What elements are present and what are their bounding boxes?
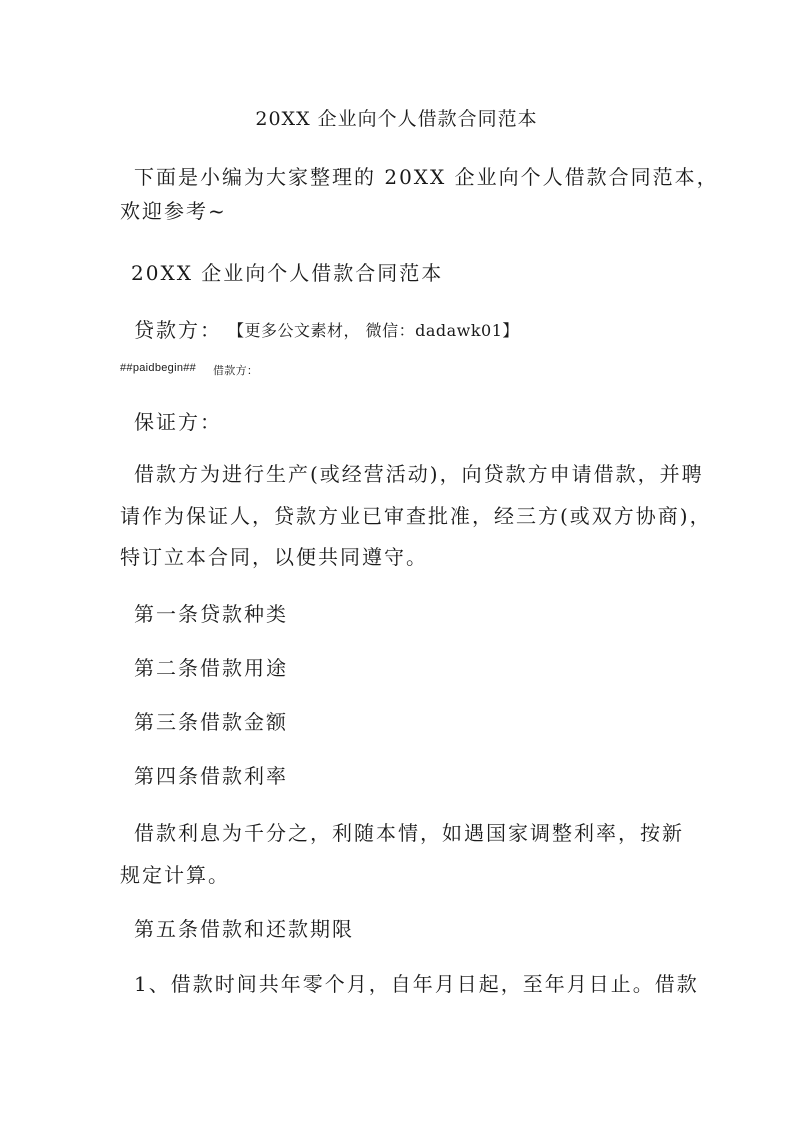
article-4: 第四条借款利率 (134, 764, 288, 788)
lender-label: 贷款方： (134, 318, 222, 342)
borrower-label: 借款方： (213, 364, 259, 377)
intro-line-2: 欢迎参考~ (120, 199, 227, 223)
preamble-line-3: 特订立本合同，以便共同遵守。 (120, 545, 428, 569)
guarantor-label: 保证方： (134, 410, 222, 434)
preamble-line-2: 请作为保证人，贷款方业已审查批准，经三方(或双方协商)， (120, 504, 712, 528)
preamble-line-1: 借款方为进行生产(或经营活动)，向贷款方申请借款，并聘 (134, 462, 704, 486)
subtitle: 20XX 企业向个人借款合同范本 (131, 261, 444, 285)
promo-text: 【更多公文素材， 微信：dadawk01】 (228, 321, 519, 340)
article-3: 第三条借款金额 (134, 710, 288, 734)
interest-line-2: 规定计算。 (120, 863, 230, 887)
article-5: 第五条借款和还款期限 (134, 917, 354, 941)
article-1: 第一条贷款种类 (134, 602, 288, 626)
document-title: 20XX 企业向个人借款合同范本 (255, 108, 538, 130)
article-2: 第二条借款用途 (134, 656, 288, 680)
paid-marker: ##paidbegin## (120, 362, 197, 374)
interest-line-1: 借款利息为千分之，利随本情，如遇国家调整利率，按新 (134, 821, 684, 845)
term-clause: 1、借款时间共年零个月，自年月日起，至年月日止。借款 (134, 972, 699, 996)
intro-line-1: 下面是小编为大家整理的 20XX 企业向个人借款合同范本， (134, 165, 719, 189)
